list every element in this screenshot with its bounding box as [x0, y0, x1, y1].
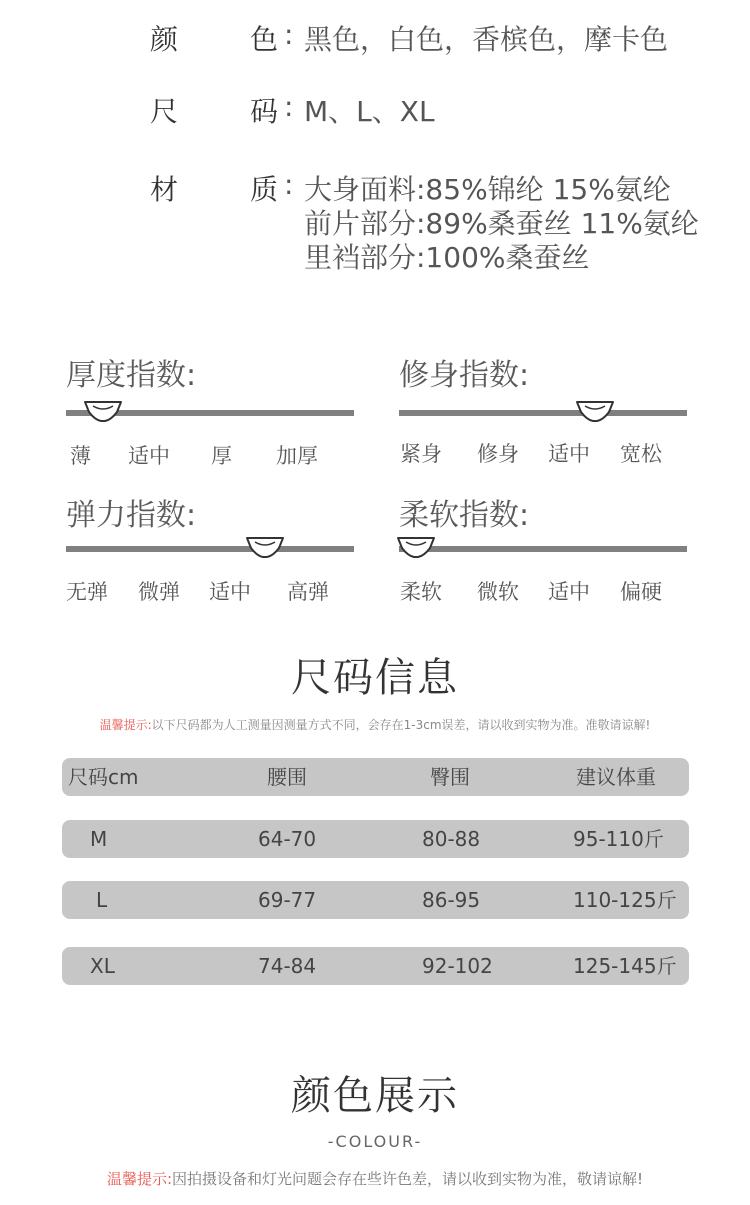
spec-label-material-a: 材: [150, 173, 179, 206]
index-tick: 无弹: [66, 580, 108, 604]
table-row: [62, 820, 689, 858]
size-info-note: [0, 716, 750, 733]
index-tick: 适中: [128, 444, 170, 468]
spec-label-color-b: 色: [250, 23, 279, 56]
underwear-icon: [575, 398, 615, 424]
spec-label-material-b: 质: [250, 173, 279, 206]
index-tick: 适中: [548, 442, 590, 466]
header-weight: 建议体重: [576, 765, 656, 789]
header-hip: 臀围: [430, 765, 470, 789]
cell-waist: 74-84: [258, 954, 317, 978]
cell-waist: 69-77: [258, 888, 317, 912]
index-tick: 宽松: [620, 442, 662, 466]
cell-size: M: [90, 827, 108, 851]
table-row: [62, 881, 689, 919]
spec-value-material-1: 大身面料:85%锦纶 15%氨纶: [304, 173, 671, 206]
index-tick: 薄: [70, 444, 91, 468]
note-text: 因拍摄设备和灯光问题会存在些许色差，请以收到实物为准，敬请谅解!: [172, 1170, 644, 1188]
spec-colon-color: :: [284, 18, 294, 51]
size-table-header: [62, 758, 689, 796]
index-tick: 修身: [477, 442, 519, 466]
index-tick: 适中: [548, 580, 590, 604]
note-text: 以下尺码都为人工测量因测量方式不同，会存在1-3cm误差，请以收到实物为准。准敬请谅解!: [151, 718, 651, 732]
cell-hip: 86-95: [422, 888, 481, 912]
index-title: 弹力指数:: [66, 498, 197, 533]
index-tick: 微软: [477, 580, 519, 604]
spec-label-color-a: 颜: [150, 23, 179, 56]
header-size: 尺码cm: [68, 765, 139, 789]
cell-weight: 125-145斤: [573, 954, 677, 978]
underwear-icon: [396, 534, 436, 560]
spec-colon-size: :: [284, 90, 294, 123]
index-tick: 加厚: [276, 444, 318, 468]
index-track: [66, 546, 354, 552]
index-track: [399, 410, 687, 416]
cell-size: L: [96, 888, 108, 912]
spec-value-size: M、L、XL: [304, 95, 435, 128]
table-row: [62, 947, 689, 985]
spec-value-color: 黑色，白色，香槟色，摩卡色: [304, 23, 669, 56]
note-warn-label: 温馨提示:: [106, 1170, 173, 1188]
spec-label-size-a: 尺: [150, 95, 179, 128]
spec-label-size-b: 码: [250, 95, 279, 128]
spec-value-material-2: 前片部分:89%桑蚕丝 11%氨纶: [304, 207, 699, 240]
header-waist: 腰围: [267, 765, 307, 789]
note-warn-label: 温馨提示:: [99, 718, 152, 732]
index-title: 柔软指数:: [399, 498, 530, 533]
colour-title: 颜色展示: [291, 1073, 459, 1119]
index-tick: 厚: [211, 444, 232, 468]
index-title: 修身指数:: [399, 358, 530, 393]
spec-colon-material: :: [284, 168, 294, 201]
index-track: [399, 546, 687, 552]
colour-subtitle: -COLOUR-: [327, 1132, 423, 1151]
cell-hip: 80-88: [422, 827, 481, 851]
underwear-icon: [83, 398, 123, 424]
cell-weight: 110-125斤: [573, 888, 677, 912]
index-tick: 微弹: [138, 580, 180, 604]
index-tick: 柔软: [400, 580, 442, 604]
index-tick: 高弹: [287, 580, 329, 604]
cell-size: XL: [90, 954, 115, 978]
underwear-icon: [245, 534, 285, 560]
cell-hip: 92-102: [422, 954, 493, 978]
colour-note: [0, 1168, 750, 1189]
spec-value-material-3: 里裆部分:100%桑蚕丝: [304, 241, 590, 274]
index-tick: 紧身: [400, 442, 442, 466]
cell-waist: 64-70: [258, 827, 317, 851]
index-title: 厚度指数:: [66, 358, 197, 393]
index-tick: 偏硬: [620, 580, 662, 604]
cell-weight: 95-110斤: [573, 827, 664, 851]
index-tick: 适中: [209, 580, 251, 604]
size-info-title: 尺码信息: [291, 655, 459, 701]
